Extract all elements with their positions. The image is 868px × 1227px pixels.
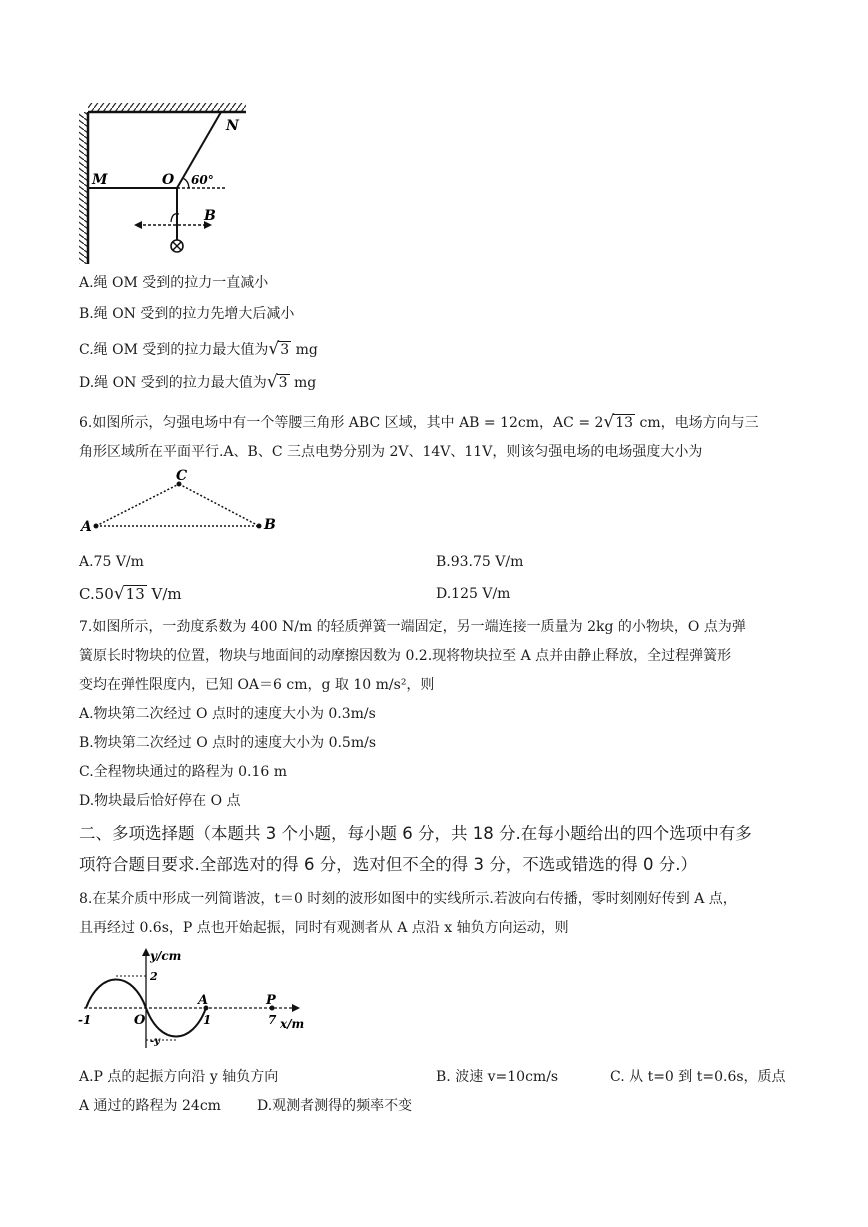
q7-stem-line2: 簧原长时物块的位置，物块与地面间的动摩擦因数为 0.2.现将物块拉至 A 点并由静止释放，全过程弹簧形	[79, 648, 732, 664]
q5-option-b[interactable]: B.绳 ON 受到的拉力先增大后减小	[79, 306, 295, 322]
q8-option-c-continued[interactable]: A 通过的路程为 24cm	[79, 1098, 221, 1114]
sqrt-symbol: √	[268, 339, 280, 359]
section2-heading-line1: 二、多项选择题（本题共 3 个小题，每小题 6 分，共 18 分.在每小题给出的四个选项中有多	[79, 824, 752, 843]
q8-option-c[interactable]: C. 从 t=0 到 t=0.6s，质点	[610, 1069, 786, 1085]
x-axis-arrow	[292, 1004, 300, 1012]
q6-stem-tail: ，电场方向与三	[660, 415, 759, 431]
q7-option-c[interactable]: C.全程物块通过的路程为 0.16 m	[79, 764, 288, 780]
x-tick-7: 7	[268, 1013, 277, 1027]
figure-q5-rope	[76, 100, 256, 268]
label-c: C	[176, 468, 188, 484]
q6-stem-line1	[79, 412, 759, 433]
y-tick-neg: -y	[150, 1036, 160, 1047]
q6-ac-radicand: 13	[615, 415, 634, 431]
figure-q6-triangle	[76, 468, 286, 538]
q7-option-d[interactable]: D.物块最后恰好停在 O 点	[79, 793, 241, 809]
label-a: A	[198, 993, 209, 1008]
q7-option-a[interactable]: A.物块第二次经过 O 点时的速度大小为 0.3m/s	[79, 706, 376, 722]
side-ac	[96, 484, 179, 526]
q5-option-d[interactable]	[79, 372, 316, 393]
q5-option-c-radicand: 3	[280, 342, 290, 358]
section2-heading-line2: 项符合题目要求.全部选对的得 6 分，选对但不全的得 3 分，不选或错选的得 0 分.）	[79, 855, 697, 874]
label-b: B	[204, 208, 216, 224]
field-arrow-head-left	[134, 221, 142, 229]
q5-option-d-text: D.绳 ON 受到的拉力最大值为	[79, 375, 267, 391]
q5-option-d-unit: mg	[289, 375, 317, 391]
q5-option-c-unit: mg	[291, 342, 318, 358]
ceiling-hatch	[88, 103, 246, 112]
x-tick-1: 1	[203, 1013, 212, 1027]
q5-option-d-radicand: 3	[278, 375, 288, 391]
angle-arc	[183, 178, 189, 188]
label-p: P	[266, 993, 276, 1008]
sqrt-symbol: √	[603, 412, 615, 432]
label-angle: 60°	[191, 173, 214, 187]
q6-stem-line2: 角形区域所在平面平行.A、B、C 三点电势分别为 2V、14V、11V，则该匀强电场的电场强度大小为	[79, 444, 703, 460]
q6-option-a[interactable]: A.75 V/m	[79, 554, 144, 570]
q6-option-d[interactable]: D.125 V/m	[436, 586, 511, 602]
sqrt-symbol: √	[113, 584, 125, 604]
q6-option-c-radicand: 13	[125, 585, 145, 603]
q8-option-d[interactable]: D.观测者测得的频率不变	[257, 1098, 413, 1114]
q8-stem-line2: 且再经过 0.6s，P 点也开始起振，同时有观测者从 A 点沿 x 轴负方向运动，则	[79, 920, 569, 936]
q6-option-c-unit: V/m	[146, 585, 182, 603]
q5-option-c[interactable]	[79, 339, 318, 360]
x-tick-minus1: -1	[78, 1013, 92, 1027]
q6-option-c-text: C.50	[79, 585, 114, 603]
q7-stem-line1: 7.如图所示，一劲度系数为 400 N/m 的轻质弹簧一端固定，另一端连接一质量为 2kg 的小物块，O 点为弹	[79, 619, 746, 635]
q6-ac-text: AC = 2	[553, 415, 604, 431]
wall-hatch	[79, 112, 88, 264]
q7-option-b[interactable]: B.物块第二次经过 O 点时的速度大小为 0.5m/s	[79, 735, 377, 751]
label-m: M	[92, 172, 108, 188]
q6-option-c[interactable]	[79, 584, 182, 604]
label-b: B	[264, 517, 276, 533]
y-tick-2: 2	[150, 970, 158, 983]
q6-stem-text: 6.如图所示，匀强电场中有一个等腰三角形 ABC 区域，其中 AB = 12cm，	[79, 415, 554, 431]
q7-stem-line3: 变均在弹性限度内，已知 OA＝6 cm，g 取 10 m/s²，则	[79, 677, 435, 693]
q6-ac-unit: cm	[635, 415, 661, 431]
q5-option-a[interactable]: A.绳 OM 受到的拉力一直减小	[79, 275, 269, 291]
label-a: A	[81, 519, 92, 535]
q8-stem-line1: 8.在某介质中形成一列简谐波，t＝0 时刻的波形如图中的实线所示.若波向右传播，零时刻刚好传到 A 点，	[79, 891, 737, 907]
q6-option-b[interactable]: B.93.75 V/m	[436, 554, 524, 570]
point-a	[94, 524, 99, 529]
point-b	[257, 524, 262, 529]
y-axis-label: y/cm	[150, 949, 182, 963]
y-axis-arrow	[142, 948, 150, 956]
q5-option-c-text: C.绳 OM 受到的拉力最大值为	[79, 342, 269, 358]
figure-q8-wave	[76, 940, 316, 1060]
q8-option-b[interactable]: B. 波速 v=10cm/s	[436, 1069, 559, 1085]
q8-option-a[interactable]: A.P 点的起振方向沿 y 轴负方向	[79, 1069, 279, 1085]
label-o: O	[162, 172, 175, 188]
side-cb	[179, 484, 259, 526]
label-n: N	[226, 118, 239, 134]
sqrt-symbol: √	[266, 372, 278, 392]
x-axis-label: x/m	[280, 1017, 305, 1031]
origin-label: O	[134, 1013, 146, 1028]
